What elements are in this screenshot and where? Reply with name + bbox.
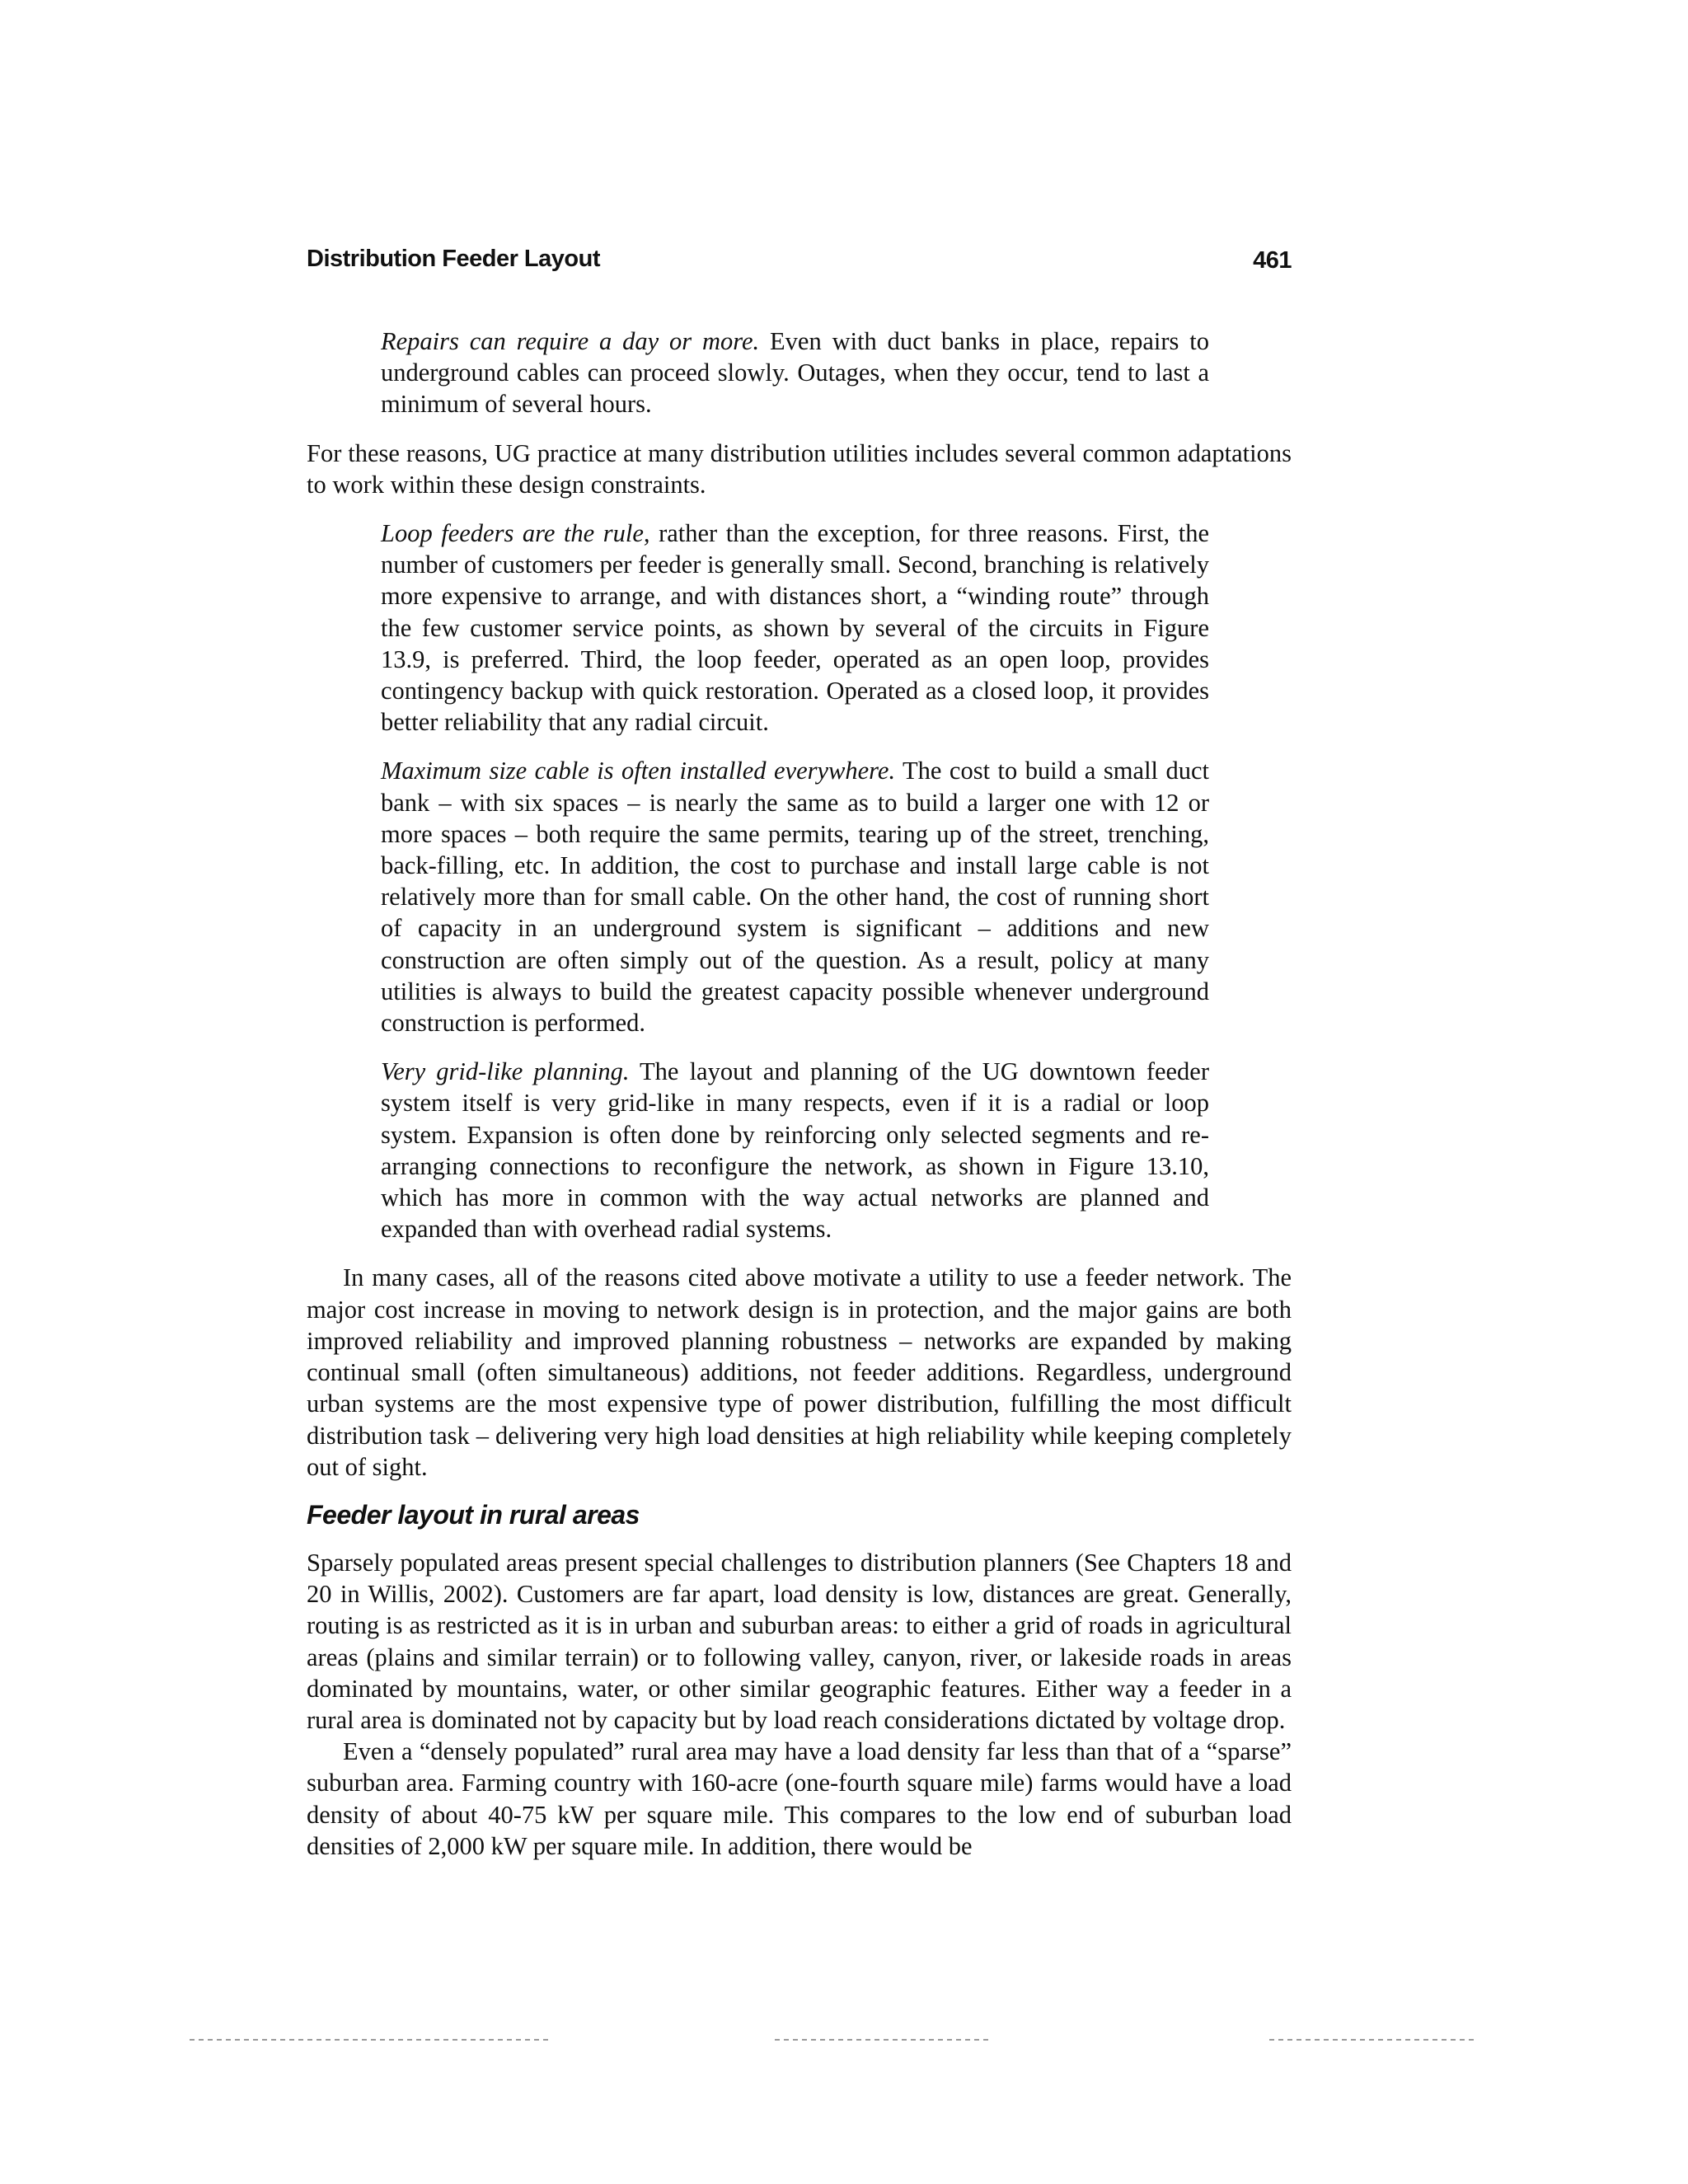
paragraph-text: The layout and planning of the UG downtown feeder system itself is very grid-like in many respects, even if it is a radial or loop system. Expansion is often done by reinforcing only selected segments and re-arranging connections to reconfigure the network, as shown in Figure 13.10, which has more in common with the way actual networks are planned and expanded than with overhead radial systems.: [381, 1057, 1209, 1244]
running-title: Distribution Feeder Layout: [307, 246, 600, 272]
lead-phrase: Maximum size cable is often installed everywhere.: [381, 757, 896, 785]
paragraph-text: Even with duct banks in place, repairs to underground cables can proceed slowly. Outages, when they occur, tend to last a minimum of several hours.: [381, 327, 1210, 419]
page-number: 461: [1253, 247, 1292, 274]
lead-phrase: Repairs can require a day or more.: [381, 327, 760, 355]
body-text: [307, 326, 1292, 1862]
paragraph-sparse-areas: [307, 1547, 1292, 1736]
paragraph-grid-like-planning: [381, 1056, 1209, 1244]
paragraph-text: The cost to build a small duct bank – with six spaces – is nearly the same as to build a larger one with 12 or more spaces – both require the same permits, tearing up of the street, trenching, back-filling, etc. In addition, the cost to purchase and install large cable is not relatively more than for small cable. On the other hand, the cost of running short of capacity in an underground system is significant – additions and new construction are often simply out of the question. As a result, policy at many utilities is always to build the greatest capacity possible whenever underground construction is performed.: [381, 757, 1210, 1038]
paragraph-text: Even a “densely populated” rural area may have a load density far less than that of a “sparse” suburban area. Farming country with 160-acre (one-fourth square mile) farms would have a load density of about 40-75 kW per square mile. This compares to the low end of suburban load densities of 2,000 kW per square mile. In addition, there would be: [307, 1737, 1292, 1860]
lead-phrase: Very grid-like planning.: [381, 1057, 630, 1086]
paragraph-feeder-network: [307, 1262, 1292, 1482]
scan-artifact-rule: [775, 2039, 989, 2041]
paragraph-text: Sparsely populated areas present special challenges to distribution planners (See Chapters 18 and 20 in Willis, 2002). Customers are far apart, load density is low, distances are great. Generally, routing is as restricted as it is in urban and suburban areas: to either a grid of roads in agricultural areas (plains and similar terrain) or to following valley, canyon, river, or lakeside roads in areas dominated by mountains, water, or other similar geographic features. Either way a feeder in a rural area is dominated not by capacity but by load reach considerations dictated by voltage drop.: [307, 1548, 1292, 1734]
paragraph-maximum-size-cable: [381, 755, 1209, 1038]
lead-phrase: Loop feeders are the rule,: [381, 519, 650, 548]
paragraph-rural-load-density: [307, 1736, 1292, 1862]
paragraph-ug-practice: [307, 438, 1292, 500]
scan-artifact-rule: [1269, 2039, 1475, 2041]
paragraph-text: rather than the exception, for three reasons. First, the number of customers per feeder is generally small. Second, branching is relatively more expensive to arrange, and with distances short, a “winding route” through the few customer service points, as shown by several of the circuits in Figure 13.9, is preferred. Third, the loop feeder, operated as an open loop, provides contingency backup with quick restoration. Operated as a closed loop, it provides better reliability that any radial circuit.: [381, 519, 1209, 737]
paragraph-loop-feeders: [381, 518, 1209, 738]
paragraph-text: In many cases, all of the reasons cited above motivate a utility to use a feeder network. The major cost increase in moving to network design is in protection, and the major gains are both improved reliability and improved planning robustness – networks are expanded by making continual small (often simultaneous) additions, not feeder additions. Regardless, underground urban systems are the most expensive type of power distribution, fulfilling the most difficult distribution task – delivering very high load densities at high reliability while keeping completely out of sight.: [307, 1263, 1292, 1481]
section-heading: Feeder layout in rural areas: [307, 1499, 640, 1530]
scan-artifact-rule: [190, 2039, 552, 2041]
paragraph-repairs: [381, 326, 1209, 420]
page-header: [307, 246, 1292, 279]
paragraph-text: For these reasons, UG practice at many distribution utilities includes several common adaptations to work within these design constraints.: [307, 438, 1292, 499]
